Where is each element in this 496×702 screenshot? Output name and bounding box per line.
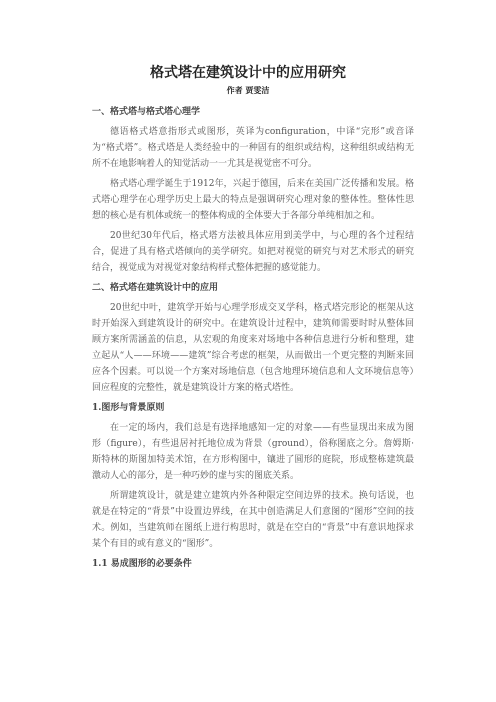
section-heading: 1.图形与背景原则 bbox=[92, 403, 165, 413]
paragraph: 德语格式塔意指形式或图形，英译为configuration，中译“完形”或音译为“格式塔”。格式塔是人类经验中的一种固有的组织或结构，这种组织或结构无所不在地影响着人的知觉活动一一尤其是视觉密不可分。 bbox=[92, 127, 414, 169]
paragraph: 格式塔心理学诞生于1912年，兴起于德国，后来在美国广泛传播和发展。格式塔心理学在心理学历史上最大的特点是强调研究心理对象的整体性。整体性思想的核心是有机体或统一的整体构成的全体要大于各部分单纯相加之和。 bbox=[92, 179, 414, 221]
document-title: 格式塔在建筑设计中的应用研究 bbox=[150, 65, 346, 81]
section-heading: 1.1 易成图形的必要条件 bbox=[92, 559, 192, 569]
document-body bbox=[92, 104, 414, 576]
paragraph: 20世纪30年代后，格式塔方法被具体应用到美学中，与心理的各个过程结合，促进了具有格式塔倾向的美学研究。如把对视觉的研究与对艺术形式的研究结合，视觉成为对视觉对象结构样式整体把握的感觉能力。 bbox=[92, 231, 414, 273]
paragraph: 20世纪中叶，建筑学开始与心理学形成交叉学科，格式塔完形论的框架从这时开始深入到建筑设计的研究中。在建筑设计过程中，建筑师需要时时从整体回顾方案所需涵盖的信息，从宏观的角度来对场地中各种信息进行分析和整理，建立起从“人——环境——建筑”综合考虑的框架，从而做出一个更完整的判断来回应各个因素。可以说一个方案对场地信息（包含地理环境信息和人文环境信息等）回应程度的完整性，就是建筑设计方案的格式塔性。 bbox=[92, 303, 414, 393]
paragraph: 在一定的场内，我们总是有选择地感知一定的对象——有些显现出来成为图形（figure），有些退居衬托地位成为背景（ground），俗称图底之分。詹姆斯·斯特林的斯图加特美术馆，在方形构图中，镶进了圆形的庭院，形成整栋建筑最激动人心的部分，是一种巧妙的虚与实的图底关系。 bbox=[92, 423, 414, 481]
section-heading: 一、格式塔与格式塔心理学 bbox=[92, 107, 201, 117]
section-heading: 二、格式塔在建筑设计中的应用 bbox=[92, 283, 219, 293]
paragraph: 所谓建筑设计，就是建立建筑内外各种限定空间边界的技术。换句话说，也就是在特定的“背景”中设置边界线，在其中创造满足人们意图的“图形”空间的技术。例如，当建筑师在图纸上进行构思时，就是在空白的“背景”中有意识地探求某个有目的或有意义的“图形”。 bbox=[92, 491, 414, 549]
author-line: 作者 贾雯洁 bbox=[226, 85, 270, 95]
